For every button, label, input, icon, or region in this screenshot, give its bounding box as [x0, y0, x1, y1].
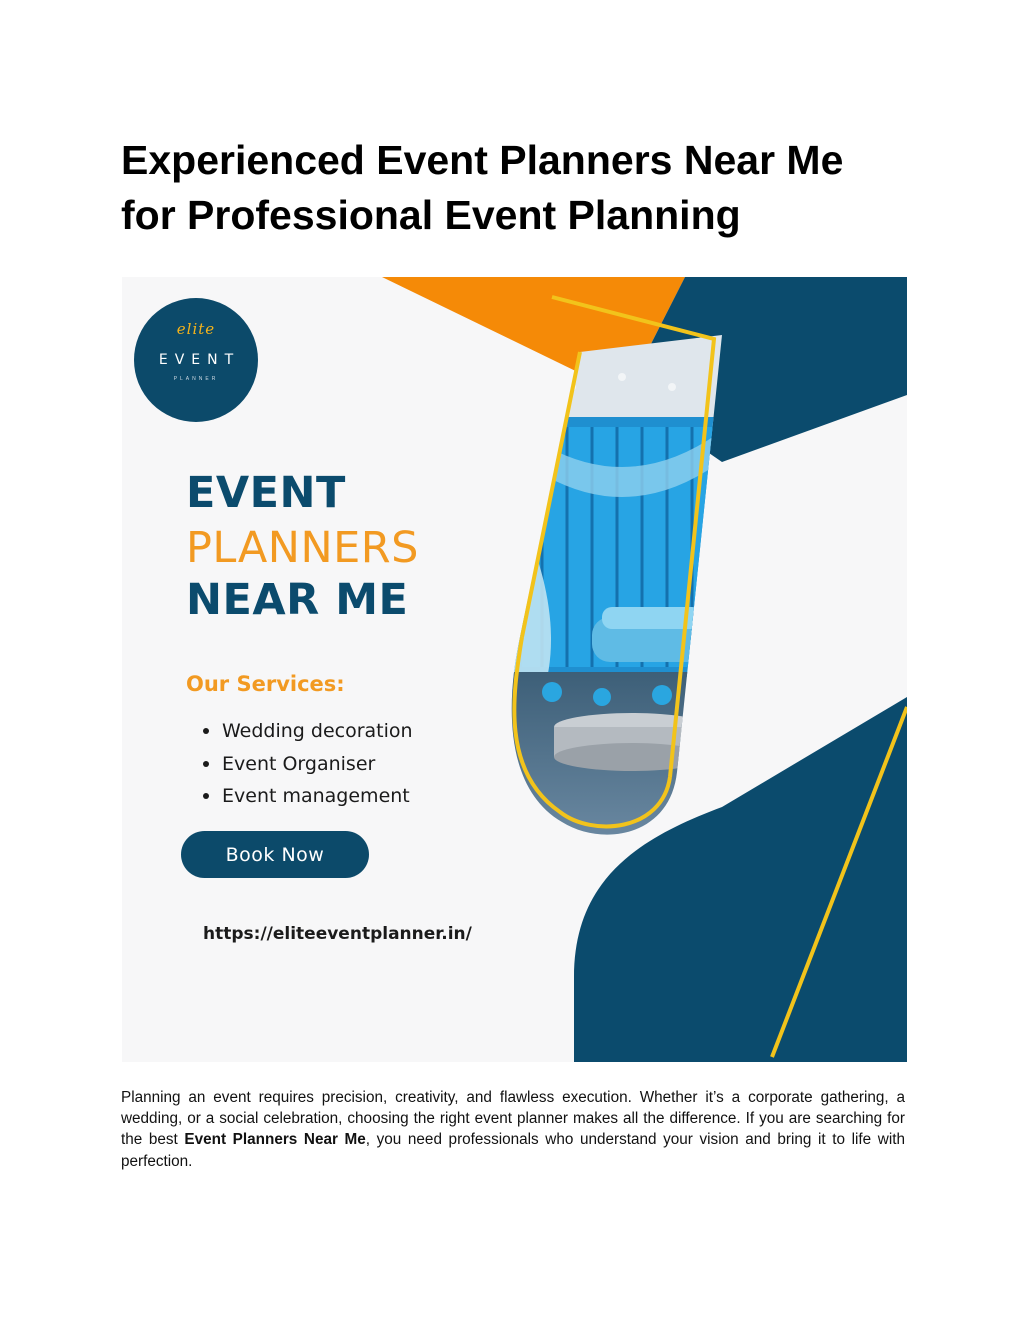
services-heading: Our Services:: [186, 672, 345, 696]
website-url: https://eliteeventplanner.in/: [203, 924, 472, 944]
logo-word: EVENT: [158, 352, 241, 368]
intro-text-2: , you need professionals who understand your vision and bring it to life with perfection.: [121, 1131, 905, 1170]
service-label: Event management: [222, 785, 410, 807]
banner-headline-1: EVENT: [186, 468, 346, 518]
service-item: [203, 780, 413, 813]
title-line-1: Experienced Event Planners Near Me: [121, 137, 844, 183]
promo-banner-image: [122, 277, 907, 1062]
bullet-icon: [203, 728, 209, 734]
title-line-2: for Professional Event Planning: [121, 192, 741, 238]
service-label: Wedding decoration: [222, 720, 413, 742]
services-list: [203, 715, 413, 813]
service-label: Event Organiser: [222, 752, 376, 775]
intro-keyword: Event Planners Near Me: [184, 1131, 366, 1149]
service-item: [203, 748, 413, 781]
page-title: [121, 133, 921, 243]
banner-headline-3: NEAR ME: [186, 575, 409, 625]
logo-sub: PLANNER: [173, 376, 219, 382]
intro-paragraph: [121, 1087, 905, 1172]
brand-logo: [134, 298, 258, 422]
bullet-icon: [203, 761, 209, 767]
bullet-icon: [203, 793, 209, 799]
intro-text-1: Planning an event requires precision, creativity, and flawless execution. Whether it’s a corporate gathering, a wedding, or a social celebration, choosing the right event planner makes all the difference. If you are searching for the best: [121, 1089, 905, 1149]
banner-headline-2: PLANNERS: [186, 523, 419, 573]
book-now-button: Book Now: [181, 831, 369, 878]
service-item: [203, 715, 413, 748]
logo-script: elite: [176, 320, 216, 338]
